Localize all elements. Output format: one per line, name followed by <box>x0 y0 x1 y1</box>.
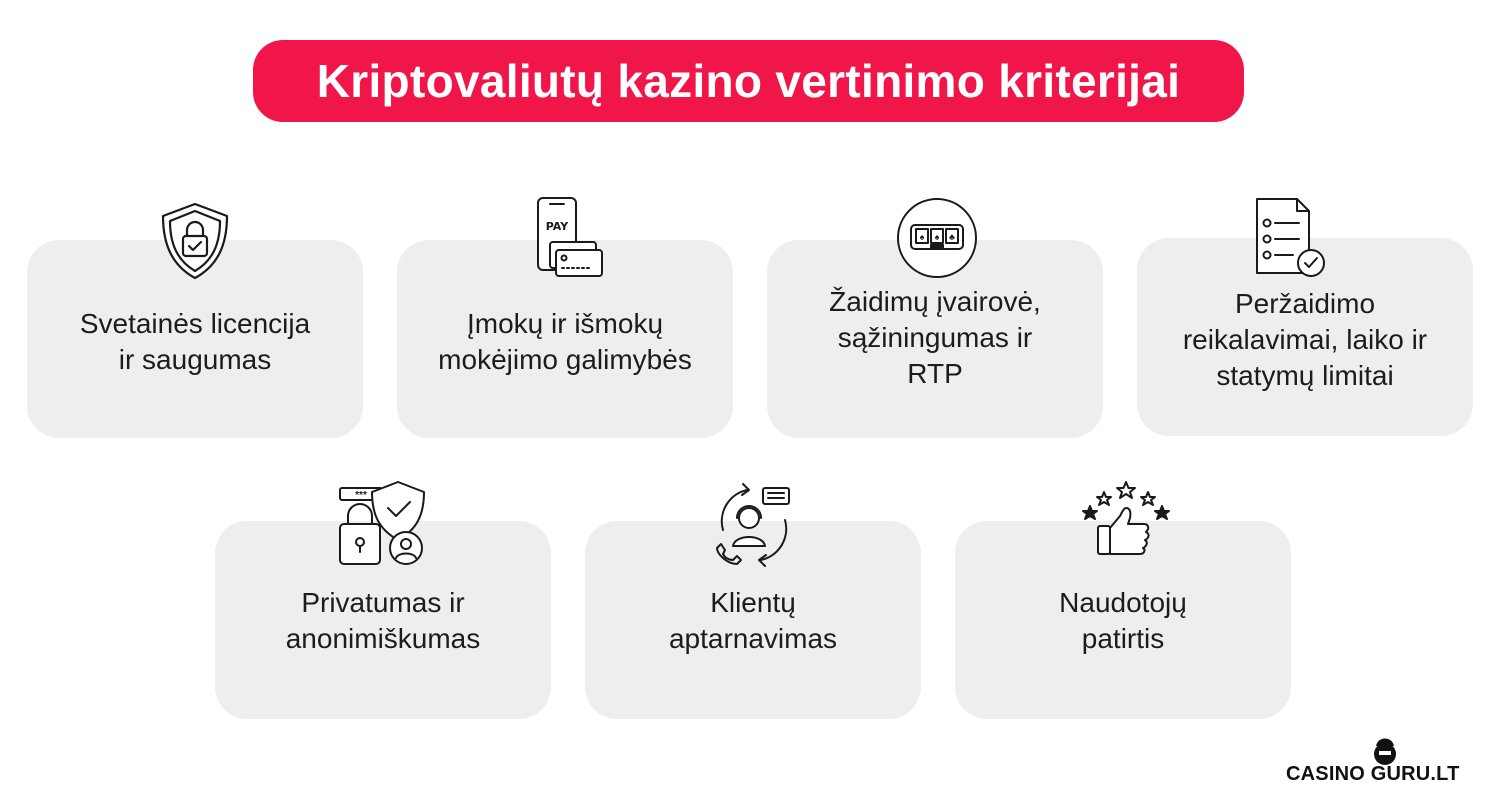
criterion-label: Klientų aptarnavimas <box>668 587 838 654</box>
criterion-label: Privatumas ir anonimiškumas <box>285 587 481 654</box>
checklist-document-icon <box>1253 197 1329 281</box>
criterion-label: Naudotojų patirtis <box>1059 587 1187 654</box>
svg-text:PAY: PAY <box>545 220 569 233</box>
page-title: Kriptovaliutų kazino vertinimo kriterijai <box>316 55 1181 107</box>
svg-text:***: *** <box>355 490 367 501</box>
title-banner <box>253 40 1244 122</box>
svg-text:♠: ♠ <box>919 232 925 242</box>
phone-pay-cards-icon <box>530 196 606 280</box>
criterion-label: Svetainės licencija ir saugumas <box>79 308 311 375</box>
thumbs-up-stars-icon <box>1080 478 1172 562</box>
svg-text:♠: ♠ <box>934 232 940 242</box>
logo-text: CASINO GURU.LT <box>1286 763 1460 785</box>
customer-support-icon <box>711 480 795 568</box>
criterion-label: Peržaidimo reikalavimai, laiko ir statymų limitai <box>1182 288 1428 391</box>
privacy-lock-shield-icon <box>336 480 428 568</box>
casino-guru-logo <box>1286 734 1486 794</box>
shield-lock-icon <box>155 200 235 282</box>
svg-text:♣: ♣ <box>949 232 955 242</box>
criterion-label: Įmokų ir išmokų mokėjimo galimybės <box>438 308 692 375</box>
criterion-label: Žaidimų įvairovė, sąžiningumas ir RTP <box>829 286 1041 389</box>
slot-machine-icon <box>896 197 978 279</box>
